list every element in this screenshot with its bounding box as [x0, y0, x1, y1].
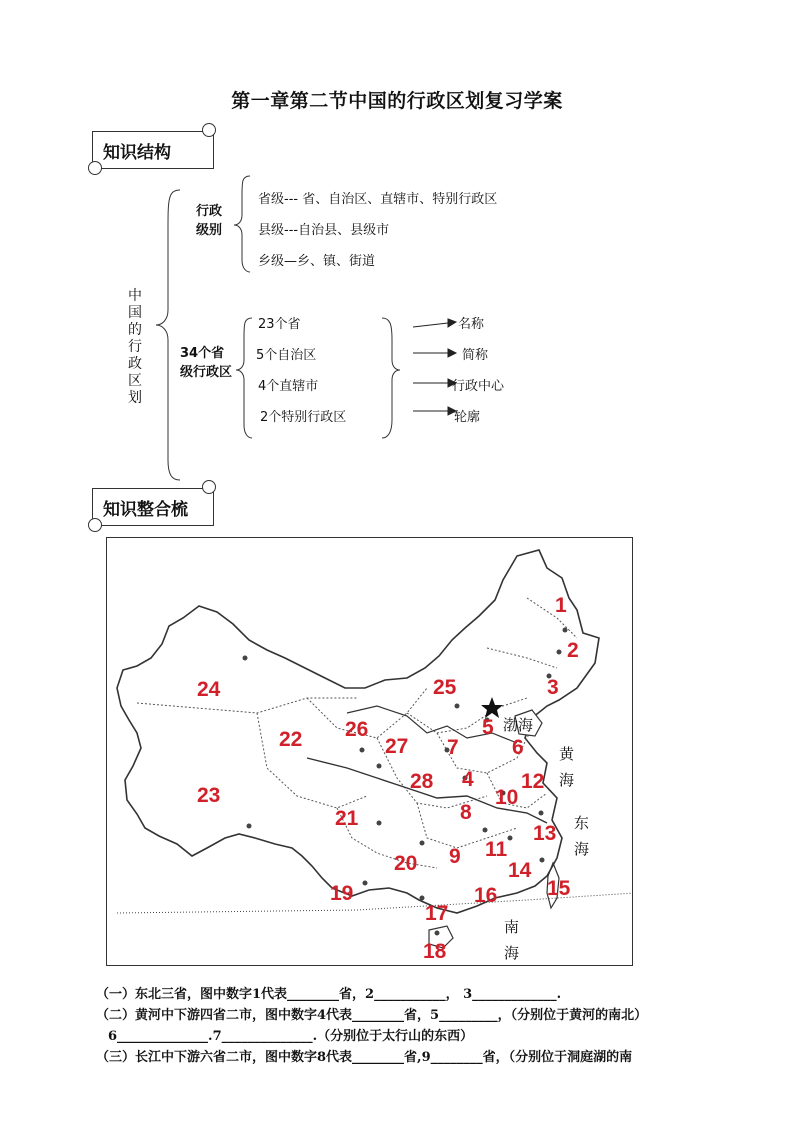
- province-type: 4个直辖市: [258, 379, 319, 394]
- province-number: 22: [279, 728, 303, 751]
- province-type: 23个省: [258, 317, 301, 332]
- province-number: 24: [197, 678, 221, 701]
- question-line: 6______________.7______________.（分别位于太行山的东西）: [108, 1029, 474, 1044]
- level-item: 省级--- 省、自治区、直辖市、特别行政区: [258, 192, 498, 207]
- province-number: 21: [335, 807, 359, 830]
- section-title: 知识结构: [103, 142, 171, 163]
- province-number: 4: [462, 768, 474, 791]
- province-number: 8: [460, 801, 472, 824]
- tree-root: 中国的行政区划: [128, 288, 142, 406]
- level-item: 县级---自治县、县级市: [258, 223, 390, 238]
- province-number: 16: [474, 884, 498, 907]
- section-title: 知识整合梳: [103, 499, 188, 520]
- level-item: 乡级—乡、镇、街道: [258, 254, 376, 269]
- province-number: 17: [425, 902, 449, 925]
- province-number: 28: [410, 770, 434, 793]
- level-label: 行政级别: [196, 204, 223, 238]
- page-title: 第一章第二节中国的行政区划复习学案: [231, 90, 563, 112]
- province-number: 12: [521, 770, 545, 793]
- province-number: 9: [449, 845, 461, 868]
- province-number: 13: [533, 822, 557, 845]
- aspect-item: 简称: [462, 348, 489, 363]
- province-number: 5: [482, 716, 494, 739]
- province-number: 1: [555, 594, 567, 617]
- question-line: （一）东北三省，图中数字1代表________省，2___________， 3_____________.: [96, 987, 562, 1002]
- question-line: （三）长江中下游六省二市，图中数字8代表________省,9________省，（分别位于洞庭湖的南: [96, 1050, 633, 1065]
- sea-label: 东海: [574, 814, 590, 858]
- china-map: [106, 537, 633, 966]
- sea-label: 黄海: [559, 745, 575, 789]
- province-number: 25: [433, 676, 457, 699]
- province-number: 2: [567, 639, 579, 662]
- province-number: 11: [485, 838, 508, 861]
- section-header-integration: [92, 484, 216, 530]
- province-label: 34个省级行政区: [180, 346, 233, 380]
- province-number: 15: [547, 877, 571, 900]
- province-number: 6: [512, 736, 524, 759]
- province-number: 20: [394, 852, 418, 875]
- province-type: 5个自治区: [256, 348, 317, 363]
- arrow-icons: [410, 315, 460, 425]
- province-number: 18: [423, 940, 447, 963]
- province-type: 2个特别行政区: [260, 410, 347, 425]
- aspect-item: 轮廓: [454, 410, 481, 425]
- province-number: 7: [447, 736, 459, 759]
- province-number: 26: [345, 718, 369, 741]
- sea-label: 南海: [504, 918, 520, 962]
- section-header-structure: [92, 127, 216, 173]
- province-number: 14: [508, 859, 532, 882]
- province-number: 10: [495, 786, 519, 809]
- aspect-item: 名称: [458, 317, 485, 332]
- aspect-item: 行政中心: [452, 379, 505, 394]
- province-number: 27: [385, 735, 409, 758]
- province-number: 23: [197, 784, 221, 807]
- province-number: 19: [330, 882, 354, 905]
- sea-label: 渤海: [503, 716, 534, 734]
- question-line: （二）黄河中下游四省二市，图中数字4代表________省，5_________，（分别位于黄河的南北）: [96, 1008, 648, 1023]
- province-number: 3: [547, 676, 559, 699]
